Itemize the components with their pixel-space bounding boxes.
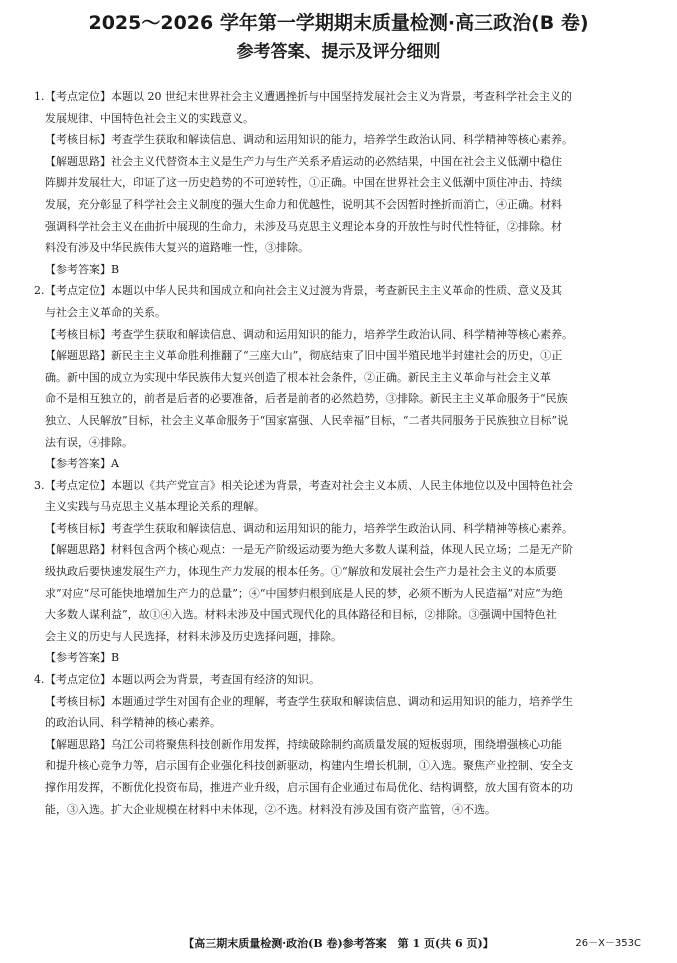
question-line	[34, 669, 643, 691]
text-line	[34, 432, 643, 454]
line-text: 【解题思路】乌江公司将聚焦科技创新作用发挥，持续破除制约高质量发展的短板弱项，围绕增强核心功能	[45, 737, 562, 751]
line-text: 【参考答案】B	[45, 651, 120, 665]
line-text: 【解题思路】新民主主义革命胜利推翻了“三座大山”，彻底结束了旧中国半殖民地半封建社会的历史，①正	[45, 349, 563, 363]
line-text: 【参考答案】A	[45, 457, 119, 471]
line-text: 求”对应“尽可能快地增加生产力的总量”；④“中国梦归根到底是人民的梦，必须不断为人民造福”对应“为绝	[45, 586, 563, 600]
line-text: 级执政后要快速发展生产力，体现生产力发展的根本任务。①“解放和发展社会生产力是社会主义的本质要	[45, 565, 557, 579]
text-line	[34, 302, 643, 324]
line-text: 【解题思路】材料包含两个核心观点：一是无产阶级运动要为绝大多数人谋利益，体现人民立场；二是无产阶	[45, 543, 573, 557]
text-line	[34, 172, 643, 194]
line-text: 主义实践与马克思主义基本理论关系的理解。	[45, 500, 265, 514]
line-text: 撑作用发挥，不断优化投资布局，推进产业升级，启示国有企业通过布局优化、结构调整，放大国有资本的功	[45, 781, 573, 794]
text-line	[34, 108, 643, 130]
text-line	[34, 129, 643, 151]
text-line	[34, 151, 643, 173]
text-line	[34, 259, 643, 281]
text-line	[34, 367, 643, 389]
text-line	[34, 324, 643, 346]
text-line	[34, 345, 643, 367]
line-text: 会主义的历史与人民选择，材料未涉及历史选择问题，排除。	[45, 629, 342, 643]
page-subtitle: 参考答案、提示及评分细则	[236, 42, 441, 62]
line-text: 命不是相互独立的，前者是后者的必要准备，后者是前者的必然趋势，③排除。新民主主义革命服务于“民族	[45, 392, 568, 406]
line-text: 【参考答案】B	[45, 262, 120, 276]
line-text: 发展规律、中国特色社会主义的实践意义。	[45, 111, 254, 125]
question-line	[34, 86, 643, 108]
text-line	[34, 194, 643, 216]
question-number: 3.	[34, 478, 45, 492]
line-text: 【考点定位】本题以 20 世纪末世界社会主义遭遇挫折与中国坚持发展社会主义为背景，考查科学社会主义的	[45, 90, 572, 103]
text-line	[34, 712, 643, 734]
question-line	[34, 280, 643, 302]
line-text: 【考核目标】本题通过学生对国有企业的理解，考查学生获取和解读信息、调动和运用知识的能力，培养学生	[45, 694, 573, 708]
text-line	[34, 453, 643, 475]
text-line	[34, 410, 643, 432]
text-line	[34, 518, 643, 540]
question-number: 4.	[34, 673, 45, 687]
question-line	[34, 475, 643, 497]
page-footer	[0, 934, 677, 954]
line-text: 与社会主义革命的关系。	[45, 305, 166, 319]
line-text: 大多数人谋利益”，故①④入选。材料未涉及中国式现代化的具体路径和目标，②排除。③强调中国特色社	[45, 608, 557, 622]
text-line	[34, 755, 643, 777]
text-line	[34, 647, 643, 669]
line-text: 【考点定位】本题以《共产党宣言》相关论述为背景，考查对社会主义本质、人民主体地位以及中国特色社会	[45, 478, 573, 492]
line-text: 阵脚并发展壮大，印证了这一历史趋势的不可逆转性，①正确。中国在世界社会主义低潮中顶住冲击、持续	[45, 176, 562, 190]
line-text: 【解题思路】社会主义代替资本主义是生产力与生产关系矛盾运动的必然结果，中国在社会主义低潮中稳住	[45, 154, 562, 168]
text-line	[34, 583, 643, 605]
line-text: 和提升核心竞争力等，启示国有企业强化科技创新驱动，构建内生增长机制，①入选。聚焦产业控制、安全支	[45, 759, 573, 773]
line-text: 【考点定位】本题以中华人民共和国成立和向社会主义过渡为背景，考查新民主主义革命的性质、意义及其	[45, 284, 562, 298]
text-line	[34, 539, 643, 561]
question-number: 2.	[34, 284, 45, 298]
answer-content	[34, 86, 643, 820]
line-text: 【考核目标】考查学生获取和解读信息、调动和运用知识的能力，培养学生政治认同、科学精神等核心素养。	[45, 521, 573, 535]
line-text: 【考核目标】考查学生获取和解读信息、调动和运用知识的能力，培养学生政治认同、科学精神等核心素养。	[45, 327, 573, 341]
text-line	[34, 691, 643, 713]
line-text: 强调科学社会主义在曲折中展现的生命力，未涉及马克思主义理论本身的开放性与时代性特征，②排除。材	[45, 219, 562, 233]
line-text: 料没有涉及中华民族伟大复兴的道路唯一性，③排除。	[45, 241, 309, 255]
line-text: 的政治认同、科学精神的核心素养。	[45, 716, 221, 730]
footer-code: 26－X－353C	[575, 938, 641, 949]
text-line	[34, 734, 643, 756]
line-text: 【考核目标】考查学生获取和解读信息、调动和运用知识的能力，培养学生政治认同、科学精神等核心素养。	[45, 133, 573, 147]
text-line	[34, 626, 643, 648]
text-line	[34, 799, 643, 821]
text-line	[34, 496, 643, 518]
text-line	[34, 388, 643, 410]
line-text: 能，③入选。扩大企业规模在材料中未体现，②不选。材料没有涉及国有资产监管，④不选。	[45, 802, 496, 816]
text-line	[34, 237, 643, 259]
line-text: 独立、人民解放”目标，社会主义革命服务于“国家富强、人民幸福”目标，“二者共同服务于民族独立目标”说	[45, 413, 569, 427]
page-title: 2025～2026 学年第一学期期末质量检测·高三政治(B 卷)	[88, 12, 589, 34]
text-line	[34, 216, 643, 238]
line-text: 确。新中国的成立为实现中华民族伟大复兴创造了根本社会条件，②正确。新民主主义革命与社会主义革	[45, 370, 551, 384]
text-line	[34, 777, 643, 799]
footer-page-info: 【高三期末质量检测·政治(B 卷)参考答案 第 1 页(共 6 页)】	[183, 937, 494, 950]
text-line	[34, 604, 643, 626]
line-text: 发展，充分彰显了科学社会主义制度的强大生命力和优越性，说明其不会因暂时挫折而消亡，④正确。材料	[45, 197, 562, 211]
line-text: 法有误，④排除。	[45, 435, 133, 449]
text-line	[34, 561, 643, 583]
question-number: 1.	[34, 90, 45, 103]
line-text: 【考点定位】本题以两会为背景，考查国有经济的知识。	[45, 673, 320, 687]
